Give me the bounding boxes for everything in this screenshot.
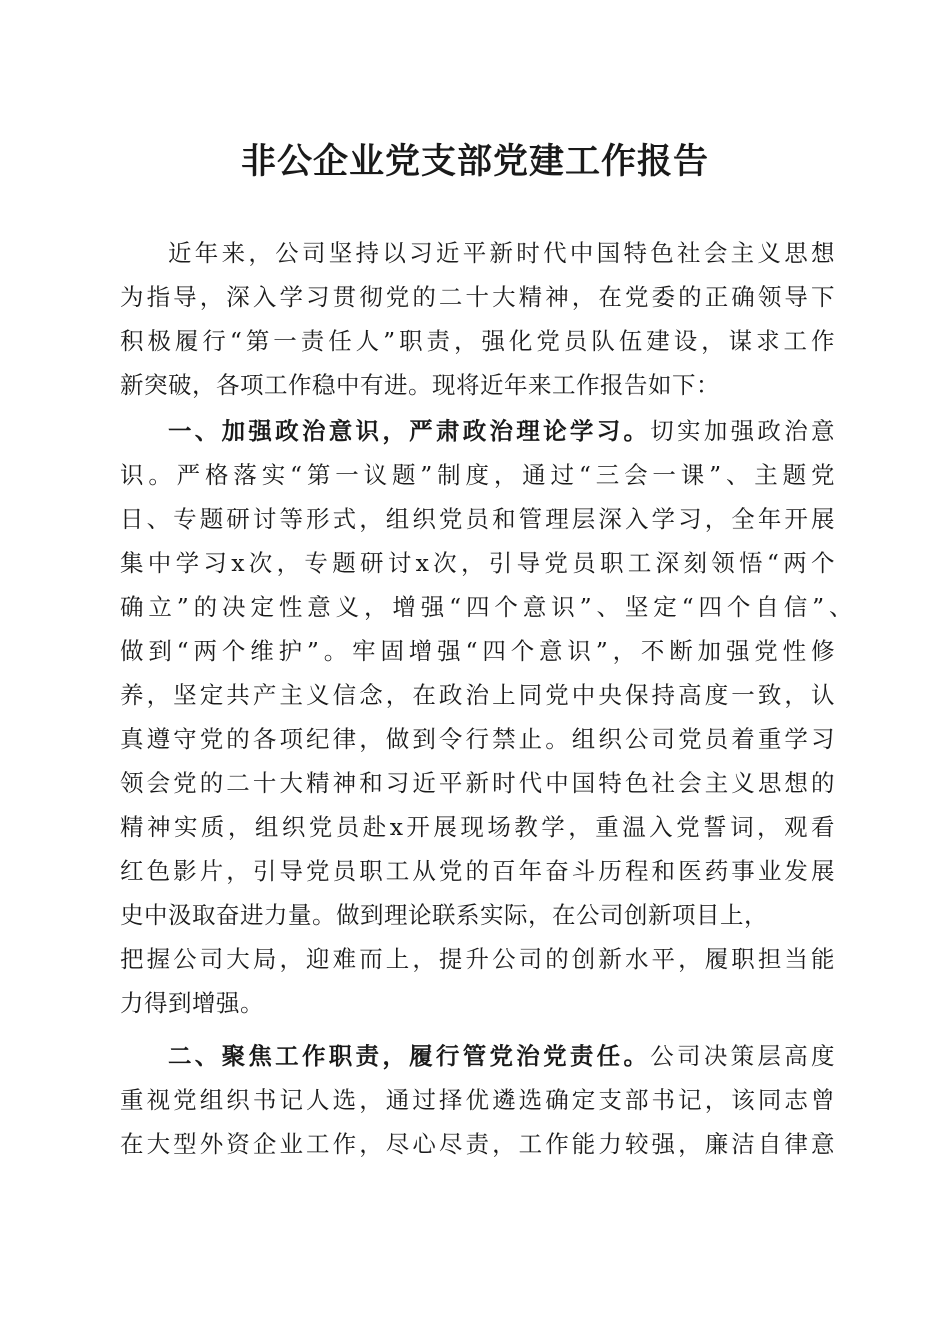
- paragraph-1-line-4: 新突破，各项工作稳中有进。现将近年来工作报告如下：: [120, 371, 720, 399]
- paragraph-1-line-3: 积极履行“第一责任人”职责，强化党员队伍建设，谋求工作: [120, 327, 835, 355]
- paragraph-2-line-5: 确立”的决定性意义，增强“四个意识”、坚定“四个自信”、: [120, 593, 853, 621]
- paragraph-2-line-4: 集中学习x次，专题研讨x次，引导党员职工深刻领悟“两个: [120, 549, 835, 577]
- paragraph-2-line-1-rest: 切实加强政治意: [650, 417, 835, 445]
- paragraph-3-line-1-rest: 公司决策层高度: [650, 1042, 835, 1070]
- paragraph-3-line-3: 在大型外资企业工作，尽心尽责，工作能力较强，廉洁自律意: [120, 1130, 835, 1158]
- paragraph-3-line-1: [168, 1034, 835, 1078]
- paragraph-2-line-8: 真遵守党的各项纪律，做到令行禁止。组织公司党员着重学习: [120, 725, 835, 753]
- paragraph-2-line-6: 做到“两个维护”。牢固增强“四个意识”，不断加强党性修: [120, 637, 835, 665]
- paragraph-2-line-10: 精神实质，组织党员赴x开展现场教学，重温入党誓词，观看: [120, 813, 835, 841]
- paragraph-2-line-3: 日、专题研讨等形式，组织党员和管理层深入学习，全年开展: [120, 505, 835, 533]
- paragraph-2-line-12: 史中汲取奋进力量。做到理论联系实际，在公司创新项目上，: [120, 901, 768, 929]
- paragraph-2-line-7: 养，坚定共产主义信念，在政治上同党中央保持高度一致，认: [120, 681, 835, 709]
- section-heading-2: 二、聚焦工作职责，履行管党治党责任。: [168, 1042, 651, 1070]
- section-heading-1: 一、加强政治意识，严肃政治理论学习。: [168, 417, 651, 445]
- paragraph-1-line-1: 近年来，公司坚持以习近平新时代中国特色社会主义思想: [168, 239, 835, 267]
- paragraph-2-line-14: 力得到增强。: [120, 989, 264, 1017]
- paragraph-1-line-2: 为指导，深入学习贯彻党的二十大精神，在党委的正确领导下: [120, 283, 835, 311]
- paragraph-2-line-1: [168, 409, 835, 453]
- paragraph-2-line-2: 识。严格落实“第一议题”制度，通过“三会一课”、主题党: [120, 461, 835, 489]
- document-title: 非公企业党支部党建工作报告: [240, 141, 709, 182]
- paragraph-3-line-2: 重视党组织书记人选，通过择优遴选确定支部书记，该同志曾: [120, 1086, 835, 1114]
- paragraph-2-line-9: 领会党的二十大精神和习近平新时代中国特色社会主义思想的: [120, 769, 835, 797]
- paragraph-2-line-13: 把握公司大局，迎难而上，提升公司的创新水平，履职担当能: [120, 945, 835, 973]
- paragraph-2-line-11: 红色影片，引导党员职工从党的百年奋斗历程和医药事业发展: [120, 857, 835, 885]
